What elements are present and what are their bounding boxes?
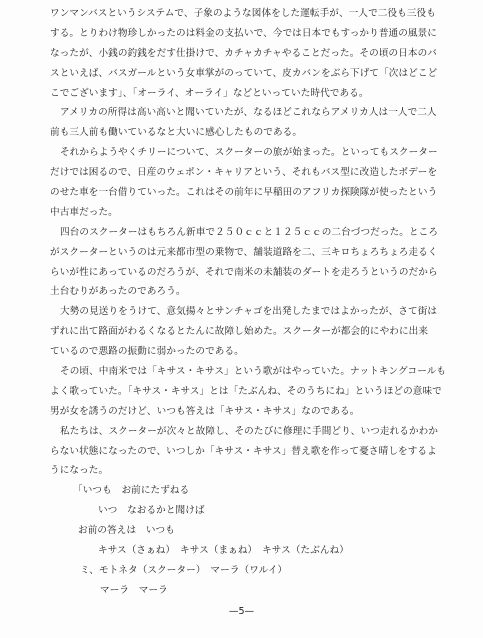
text-line: らいが性にあっているのだろうが、それで南米の未舗装のダートを走ろうというのだから <box>50 266 438 278</box>
text-line: 前も三人前も働いているなと大いに感心したものである。 <box>50 127 303 139</box>
text-line: ずれに出て路面がわるくなるとたんに故障し始めた。スクーターが都会的にやわに出来 <box>50 326 429 338</box>
text-line: だけでは困るので、日産のウェポン・キャリアという、それもバス型に改造したボデーを <box>50 167 438 179</box>
song-line: ミ、モトネタ（スクーター） マーラ（ワルイ） <box>80 564 288 576</box>
text-line: 大勢の見送りをうけて、意気揚々とサンチャゴを出発したまではよかったが、さて街は <box>60 306 438 318</box>
page-number: —5— <box>228 606 255 617</box>
text-line: する。とりわけ物珍しかったのは料金の支払いで、今では日本でもすっかり普通の風景に <box>50 27 437 39</box>
paragraph-1 <box>50 4 460 103</box>
text-line: がスクーターというのは元来都市型の乗物で、舗装道路を二、三キロちょろちょろ走るく <box>50 246 438 258</box>
text-line: その頃、中南米では「キサス・キサス」という歌がはやっていた。ナットキングコールも <box>60 366 447 378</box>
text-line: のせた車を一台借りていった。これはその前年に早稲田のアフリカ探険隊が使ったという <box>50 187 438 199</box>
paragraph-7 <box>50 422 460 482</box>
song-lyrics <box>50 481 460 600</box>
song-line: マーラ マーラ <box>100 584 168 596</box>
text-line: 四台のスクーターはもちろん新車で２５０ｃｃと１２５ｃｃの二台づつだった。ところ <box>60 226 439 238</box>
body-text <box>50 4 460 601</box>
song-line: キサス（さぁね） キサス（まぁね） キサス（たぶんね） <box>98 545 349 557</box>
song-line: お前の答えは いつも <box>78 525 175 537</box>
text-line: 中古車だった。 <box>50 206 118 218</box>
text-line: 男が女を誘うのだけど、いつも答えは「キサス・キサス」なのである。 <box>50 405 360 417</box>
text-line: それからようやくチリーについて、スクーターの旅が始まった。といってもスクーター <box>60 147 438 159</box>
text-line: こでございます」、「オーライ、オーライ」などといっていた時代である。 <box>50 87 369 99</box>
text-line: ているので悪路の振動に弱かったのである。 <box>50 346 244 358</box>
paragraph-4 <box>50 223 460 303</box>
song-line: いつ なおるかと聞けば <box>98 505 205 517</box>
paragraph-2 <box>50 103 460 143</box>
text-line: らない状態になったので、いつしか「キサス・キサス」替え歌を作って憂さ晴しをするよ <box>50 445 437 457</box>
text-line: 私たちは、スクーターが次々と故障し、そのたびに修理に手間どり、いつ走れるかわか <box>60 425 439 437</box>
paragraph-6 <box>50 362 460 422</box>
text-line: よく歌っていた。「キサス・キサス」とは「たぶんね、そのうちにね」というほどの意味で <box>50 385 442 397</box>
text-line: 土台むりがあったのであろう。 <box>50 286 186 298</box>
text-line: ワンマンバスというシステムで、子象のような図体をした運転手が、一人で二役も三役も <box>50 8 436 19</box>
text-line: なったが、小銭の釣銭をだす仕掛けで、カチャカチャやることだった。その頃の日本のバ <box>50 47 437 59</box>
paragraph-5 <box>50 302 460 362</box>
song-line: 「いつも お前にたずねる <box>73 485 190 497</box>
paragraph-3 <box>50 143 460 223</box>
text-line: アメリカの所得は高い高いと聞いていたが、なるほどこれならアメリカ人は一人で二人 <box>60 107 437 119</box>
text-line: スといえば、バスガールという女車掌がのっていて、皮カバンをぶら下げて「次はどこど <box>50 67 438 79</box>
text-line: うになった。 <box>50 465 109 477</box>
